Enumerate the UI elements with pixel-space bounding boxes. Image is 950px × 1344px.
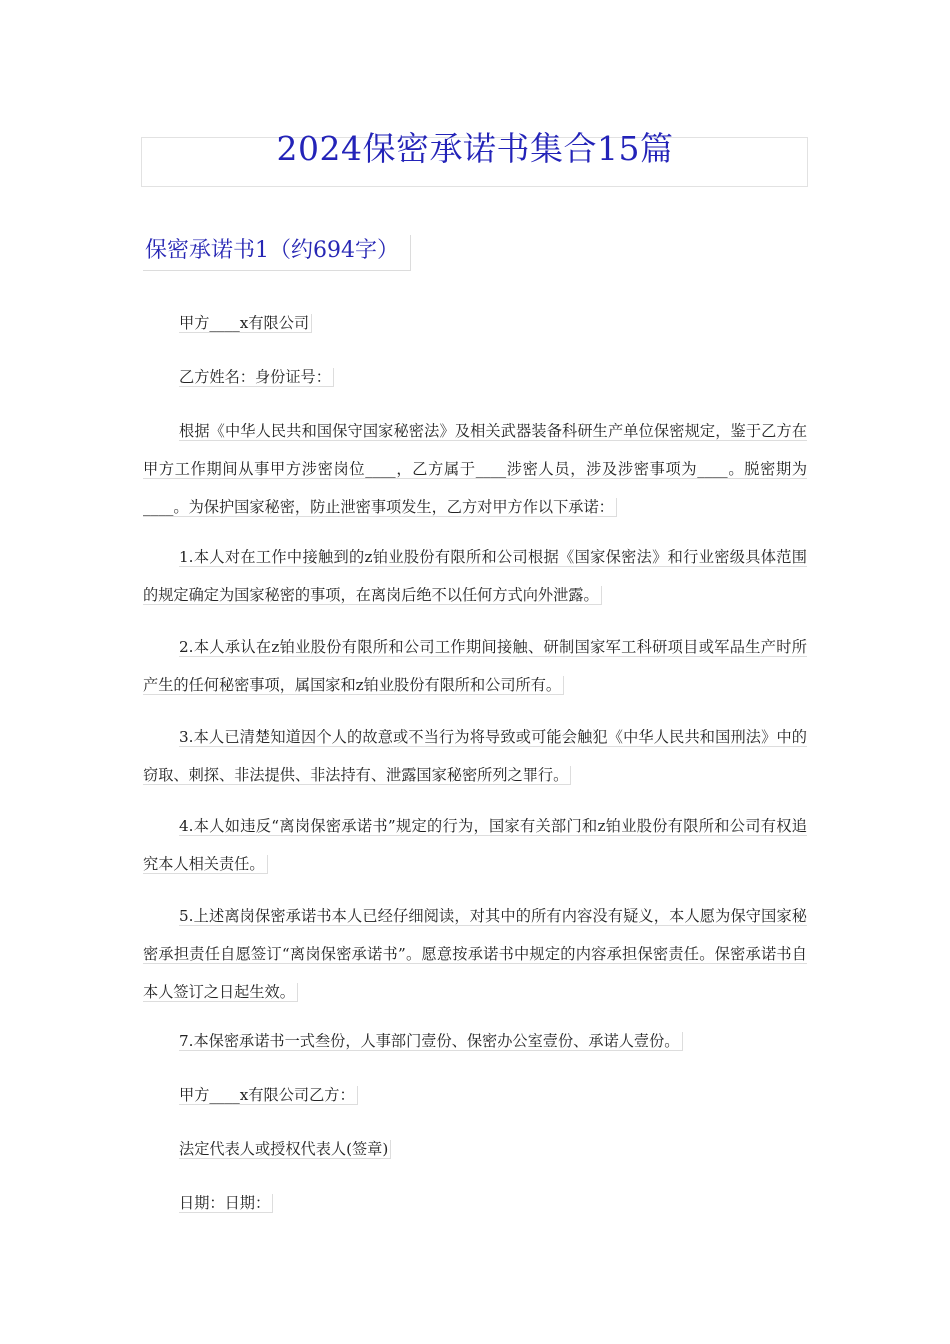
clause-7 (143, 1022, 807, 1060)
party-b-line (143, 358, 807, 396)
signature-dates (143, 1184, 807, 1222)
paragraph-text: 1.本人对在工作中接触到的z铂业股份有限所和公司根据《国家保密法》和行业密级具体范围的规定确定为国家秘密的事项，在离岗后绝不以任何方式向外泄露。 (143, 548, 807, 604)
paragraph-text: 根据《中华人民共和国保守国家秘密法》及相关武器装备科研生产单位保密规定，鉴于乙方在甲方工作期间从事甲方涉密岗位____，乙方属于____涉密人员，涉及涉密事项为____。脱密期为____。为保护国家秘密，防止泄密事项发生，乙方对甲方作以下承诺： (143, 422, 807, 516)
intro-paragraph (143, 412, 807, 526)
clause-5 (143, 897, 807, 1011)
paragraph-text: 3.本人已清楚知道因个人的故意或不当行为将导致或可能会触犯《中华人民共和国刑法》中的窃取、刺探、非法提供、非法持有、泄露国家秘密所列之罪行。 (143, 728, 807, 784)
party-a-line (143, 304, 807, 342)
paragraph-text: 日期：日期： (179, 1194, 273, 1213)
clause-2 (143, 628, 807, 704)
paragraph-text: 2.本人承认在z铂业股份有限所和公司工作期间接触、研制国家军工科研项目或军品生产时所产生的任何秘密事项，属国家和z铂业股份有限所和公司所有。 (143, 638, 807, 694)
clause-1 (143, 538, 807, 614)
paragraph-text: 5.上述离岗保密承诺书本人已经仔细阅读，对其中的所有内容没有疑义，本人愿为保守国家秘密承担责任自愿签订“离岗保密承诺书”。愿意按承诺书中规定的内容承担保密责任。保密承诺书自本人签订之日起生效。 (143, 907, 807, 1001)
paragraph-text: 7.本保密承诺书一式叁份，人事部门壹份、保密办公室壹份、承诺人壹份。 (179, 1032, 683, 1051)
paragraph-text: 甲方____x有限公司乙方： (179, 1086, 358, 1105)
clause-4 (143, 807, 807, 883)
signature-parties (143, 1076, 807, 1114)
paragraph-text: 法定代表人或授权代表人(签章) (179, 1140, 391, 1159)
clause-3 (143, 718, 807, 794)
section-title: 保密承诺书1（约694字） (143, 235, 411, 271)
document-title: 2024保密承诺书集合15篇 (276, 129, 674, 168)
signature-representative (143, 1130, 807, 1168)
paragraph-text: 4.本人如违反“离岗保密承诺书”规定的行为，国家有关部门和z铂业股份有限所和公司有权追究本人相关责任。 (143, 817, 807, 873)
paragraph-text: 乙方姓名：身份证号： (179, 368, 334, 387)
paragraph-text: 甲方____x有限公司 (179, 314, 312, 333)
